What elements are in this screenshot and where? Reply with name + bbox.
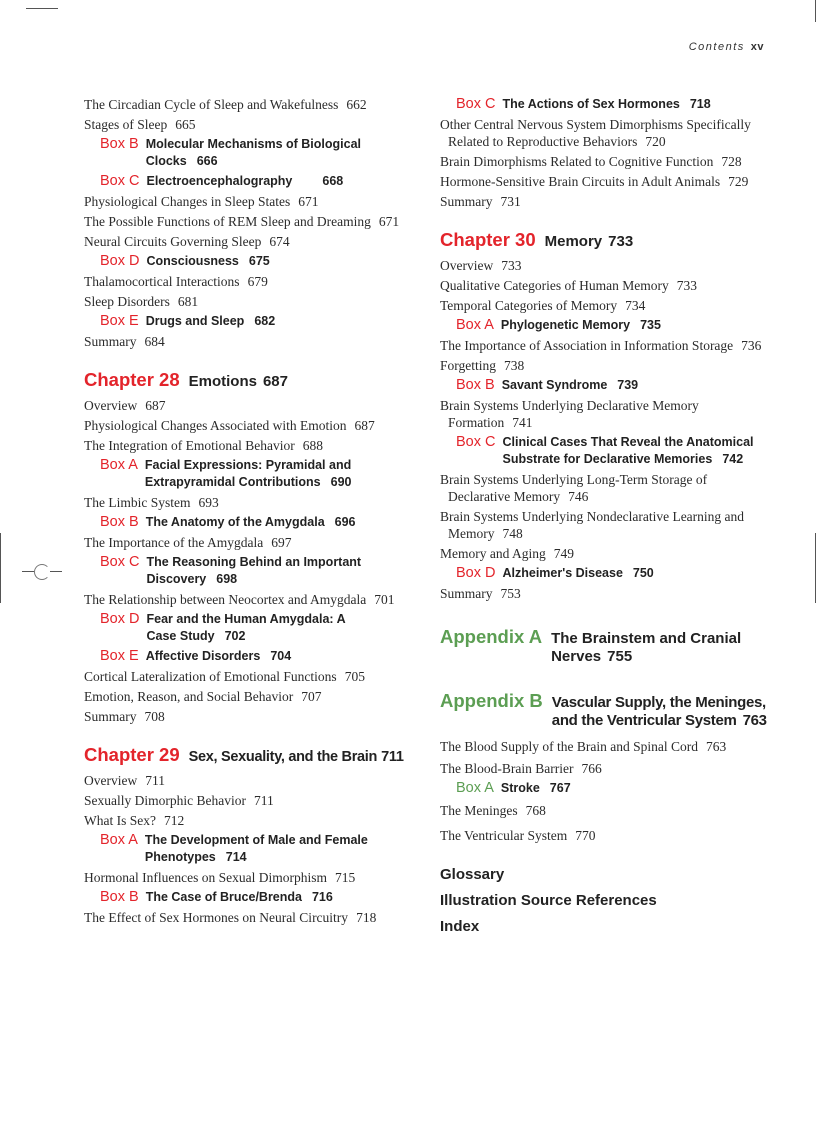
toc-entry[interactable]: Physiological Changes in Sleep States 671 xyxy=(84,194,319,209)
toc-entry[interactable]: Summary 731 xyxy=(440,194,521,209)
toc-entry[interactable]: Temporal Categories of Memory 734 xyxy=(440,298,646,313)
toc-entry[interactable]: Brain Systems Underlying Long-Term Storage of Declarative Memory 746 xyxy=(440,472,708,504)
toc-entry[interactable]: The Ventricular System 770 xyxy=(440,828,596,843)
chapter-heading[interactable]: Chapter 30 Memory 733 xyxy=(440,229,634,250)
toc-entry[interactable]: Sexually Dimorphic Behavior 711 xyxy=(84,793,274,808)
toc-entry[interactable]: Forgetting 738 xyxy=(440,358,525,373)
toc-box-entry[interactable]: Box A Phylogenetic Memory 735 xyxy=(456,317,661,333)
crop-mark xyxy=(0,533,1,603)
header-page-number: xv xyxy=(750,41,764,53)
toc-entry[interactable]: The Meninges 768 xyxy=(440,803,546,818)
toc-entry[interactable]: Qualitative Categories of Human Memory 733 xyxy=(440,278,697,293)
toc-right-column xyxy=(440,96,770,944)
toc-entry[interactable]: Brain Systems Underlying Nondeclarative Learning and Memory 748 xyxy=(440,509,745,541)
toc-entry[interactable]: Hormone-Sensitive Brain Circuits in Adult Animals 729 xyxy=(440,174,749,189)
toc-box-entry[interactable]: Box B Molecular Mechanisms of Biological Clocks 666 xyxy=(100,136,362,168)
toc-box-entry[interactable]: Box C The Actions of Sex Hormones 718 xyxy=(456,96,711,112)
appendix-heading[interactable]: Appendix B Vascular Supply, the Meninges, and the Ventricular System 763 xyxy=(440,690,767,729)
toc-entry[interactable]: Hormonal Influences on Sexual Dimorphism 715 xyxy=(84,870,356,885)
toc-entry[interactable]: Sleep Disorders 681 xyxy=(84,294,199,309)
toc-entry[interactable]: The Integration of Emotional Behavior 688 xyxy=(84,438,323,453)
toc-box-entry[interactable]: Box B The Anatomy of the Amygdala 696 xyxy=(100,514,356,530)
toc-entry[interactable]: Neural Circuits Governing Sleep 674 xyxy=(84,234,290,249)
toc-entry[interactable]: The Possible Functions of REM Sleep and Dreaming 671 xyxy=(84,214,400,229)
toc-entry[interactable]: Physiological Changes Associated with Emotion 687 xyxy=(84,418,375,433)
running-header xyxy=(689,41,764,53)
toc-box-entry[interactable]: Box D Alzheimer's Disease 750 xyxy=(456,565,654,581)
toc-entry[interactable]: Cortical Lateralization of Emotional Functions 705 xyxy=(84,669,365,684)
toc-entry[interactable]: Overview 733 xyxy=(440,258,522,273)
toc-entry[interactable]: Summary 684 xyxy=(84,334,165,349)
toc-box-entry[interactable]: Box C The Reasoning Behind an Important Discovery 698 xyxy=(100,554,362,586)
toc-entry[interactable]: Stages of Sleep 665 xyxy=(84,117,196,132)
toc-entry[interactable]: The Blood Supply of the Brain and Spinal Cord 763 xyxy=(440,739,727,754)
toc-entry[interactable]: Brain Dimorphisms Related to Cognitive Function 728 xyxy=(440,154,742,169)
toc-entry[interactable]: The Importance of the Amygdala 697 xyxy=(84,535,292,550)
toc-box-entry[interactable]: Box C Electroencephalography 668 xyxy=(100,173,344,189)
toc-entry[interactable]: What Is Sex? 712 xyxy=(84,813,185,828)
toc-box-entry[interactable]: Box D Fear and the Human Amygdala: A Case Study 702 xyxy=(100,611,346,643)
backmatter-illustration-sources[interactable]: Illustration Source References xyxy=(440,892,657,909)
toc-box-entry[interactable]: Box C Clinical Cases That Reveal the Anatomical Substrate for Declarative Memories 742 xyxy=(456,434,754,466)
chapter-heading[interactable]: Chapter 28 Emotions 687 xyxy=(84,369,288,390)
toc-entry[interactable]: Overview 687 xyxy=(84,398,166,413)
header-label: Contents xyxy=(688,41,745,53)
toc-entry[interactable]: Memory and Aging 749 xyxy=(440,546,574,561)
toc-entry[interactable]: The Importance of Association in Information Storage 736 xyxy=(440,338,762,353)
backmatter-glossary[interactable]: Glossary xyxy=(440,866,505,883)
toc-box-entry[interactable]: Box D Consciousness 675 xyxy=(100,253,270,269)
toc-box-entry[interactable]: Box E Affective Disorders 704 xyxy=(100,648,292,664)
crop-mark xyxy=(26,8,58,9)
toc-box-entry[interactable]: Box A The Development of Male and Female Phenotypes 714 xyxy=(100,832,368,864)
toc-box-entry[interactable]: Box B The Case of Bruce/Brenda 716 xyxy=(100,889,333,905)
chapter-heading[interactable]: Chapter 29 Sex, Sexuality, and the Brain 711 xyxy=(84,744,404,765)
backmatter-index[interactable]: Index xyxy=(440,918,480,935)
toc-entry[interactable]: Brain Systems Underlying Declarative Memory Formation 741 xyxy=(440,398,699,430)
toc-left-column xyxy=(84,96,416,929)
toc-box-entry[interactable]: Box B Savant Syndrome 739 xyxy=(456,377,639,393)
toc-box-entry[interactable]: Box A Facial Expressions: Pyramidal and Extrapyramidal Contributions 690 xyxy=(100,457,352,489)
toc-entry[interactable]: Summary 753 xyxy=(440,586,521,601)
toc-entry[interactable]: The Relationship between Neocortex and Amygdala 701 xyxy=(84,592,395,607)
appendix-heading[interactable]: Appendix A The Brainstem and Cranial Nerves 755 xyxy=(440,626,742,665)
toc-entry[interactable]: Overview 711 xyxy=(84,773,165,788)
toc-entry[interactable]: Summary 708 xyxy=(84,709,165,724)
toc-entry[interactable]: The Limbic System 693 xyxy=(84,495,219,510)
toc-box-entry[interactable]: Box A Stroke 767 xyxy=(456,780,571,796)
toc-entry[interactable]: Emotion, Reason, and Social Behavior 707 xyxy=(84,689,322,704)
toc-entry[interactable]: The Blood-Brain Barrier 766 xyxy=(440,761,602,776)
toc-entry[interactable]: The Effect of Sex Hormones on Neural Circuitry 718 xyxy=(84,910,377,925)
toc-entry[interactable]: The Circadian Cycle of Sleep and Wakefulness 662 xyxy=(84,97,367,112)
registration-mark xyxy=(22,564,62,580)
toc-box-entry[interactable]: Box E Drugs and Sleep 682 xyxy=(100,313,276,329)
toc-entry[interactable]: Thalamocortical Interactions 679 xyxy=(84,274,268,289)
toc-entry[interactable]: Other Central Nervous System Dimorphisms Specifically Related to Reproductive Behaviors 720 xyxy=(440,117,751,149)
